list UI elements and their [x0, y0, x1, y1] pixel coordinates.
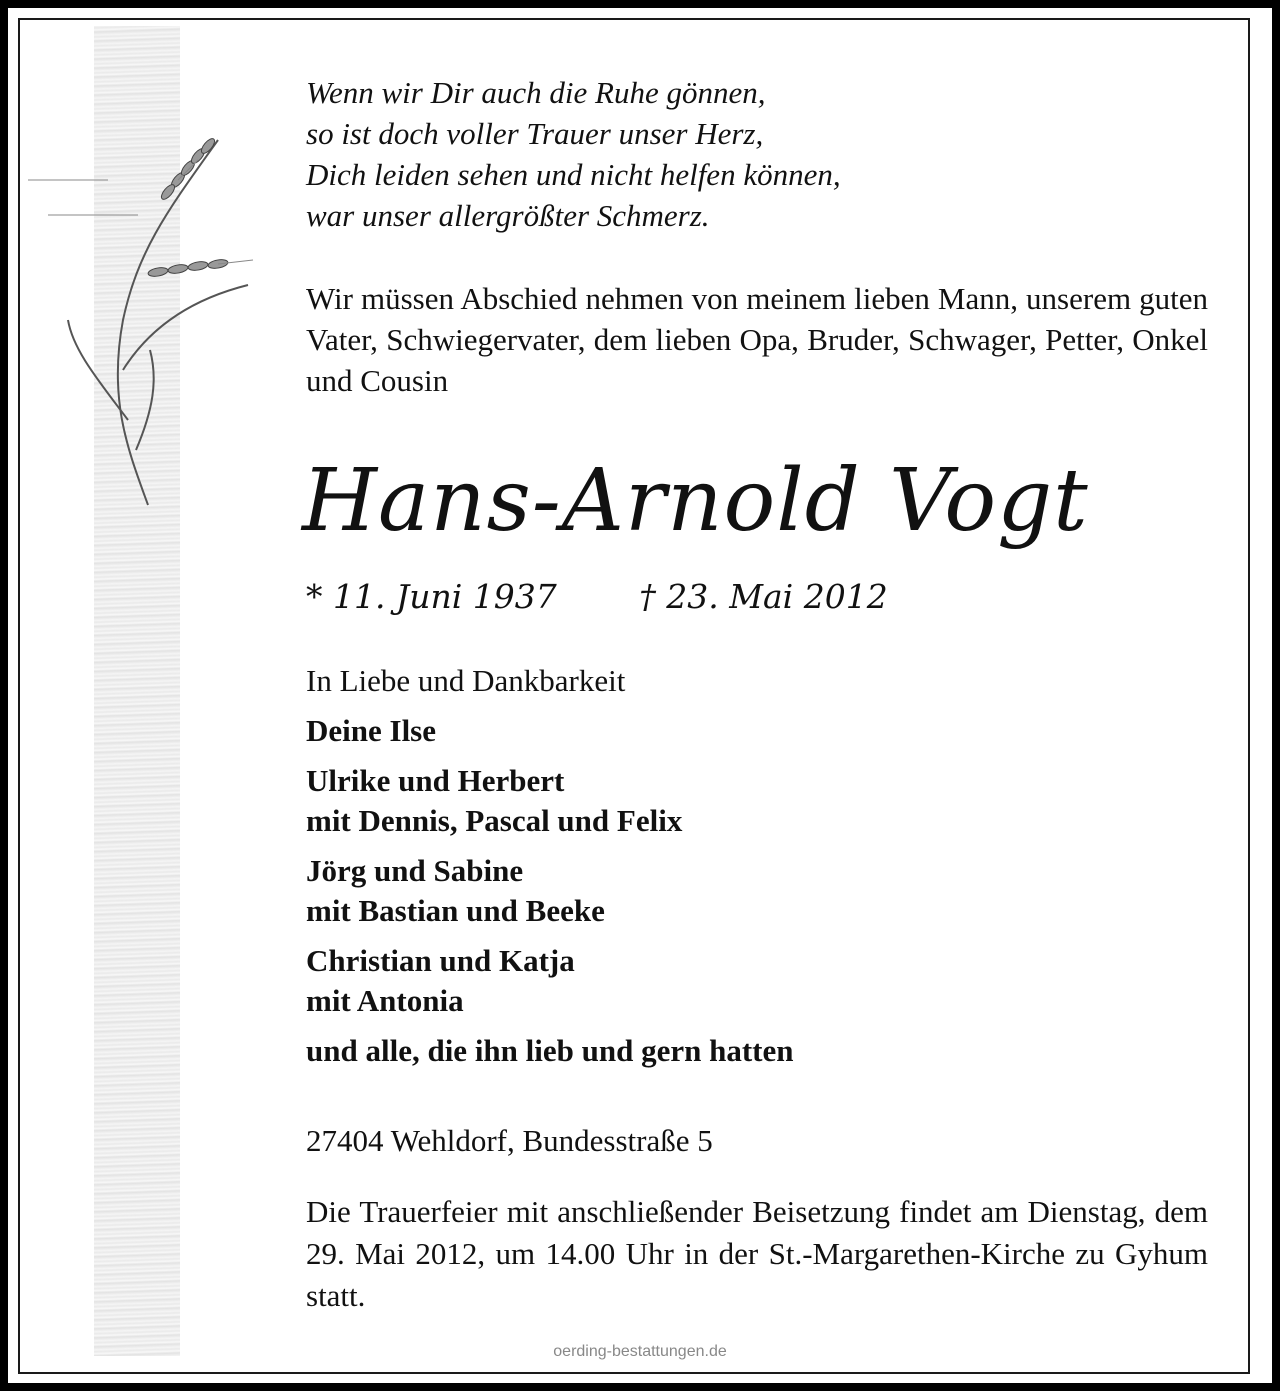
family-list — [306, 711, 1208, 1071]
ceremony-info: Die Trauerfeier mit anschließender Beisetzung findet am Dienstag, dem 29. Mai 2012, um 14.00 Uhr in der St.-Margarethen-Kirche zu Gyhum statt. — [306, 1194, 1208, 1313]
footer-watermark: oerding-bestattungen.de — [553, 1343, 727, 1360]
poem-line: Wenn wir Dir auch die Ruhe gönnen, — [306, 75, 766, 110]
family-line: mit Bastian und Beeke — [306, 893, 605, 928]
family-line: und alle, die ihn lieb und gern hatten — [306, 1033, 794, 1068]
family-line: Deine Ilse — [306, 713, 437, 748]
poem-line: war unser allergrößter Schmerz. — [306, 198, 710, 233]
family-group — [306, 1031, 1208, 1071]
family-group — [306, 941, 1208, 1021]
poem-line: Dich leiden sehen und nicht helfen können, — [306, 157, 841, 192]
family-group — [306, 851, 1208, 931]
love-line: In Liebe und Dankbarkeit — [306, 663, 626, 698]
deceased-name: Hans-Arnold Vogt — [302, 451, 1089, 551]
birth-date: * 11. Juni 1937 — [306, 577, 557, 616]
poem — [306, 72, 1208, 236]
poem-line: so ist doch voller Trauer unser Herz, — [306, 116, 764, 151]
family-line: mit Dennis, Pascal und Felix — [306, 803, 683, 838]
life-dates — [306, 577, 1208, 617]
family-group — [306, 711, 1208, 751]
family-line: Christian und Katja — [306, 943, 575, 978]
intro-text: Wir müssen Abschied nehmen von meinem lieben Mann, unserem guten Vater, Schwiegervater, dem lieben Opa, Bruder, Schwager, Petter, Onkel und Cousin — [306, 281, 1208, 398]
family-line: mit Antonia — [306, 983, 464, 1018]
notice-content — [302, 72, 1208, 1317]
wheat-ear-illustration — [28, 120, 298, 520]
family-line: Ulrike und Herbert — [306, 763, 565, 798]
family-group — [306, 761, 1208, 841]
family-line: Jörg und Sabine — [306, 853, 524, 888]
death-date: † 23. Mai 2012 — [639, 577, 888, 616]
address: 27404 Wehldorf, Bundesstraße 5 — [306, 1123, 713, 1158]
